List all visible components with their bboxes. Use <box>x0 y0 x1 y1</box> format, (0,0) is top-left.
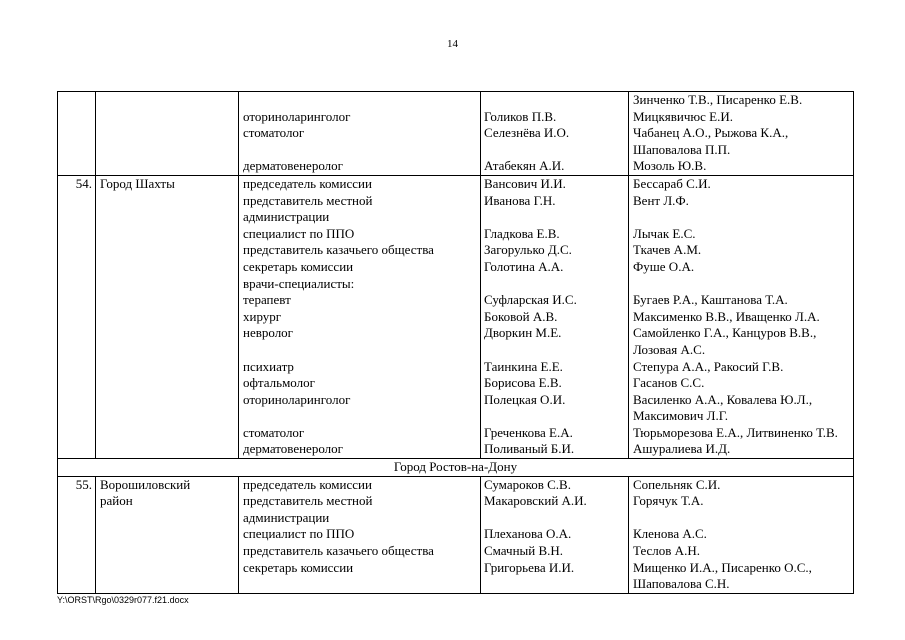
role-list-line: оториноларинголог <box>243 391 351 407</box>
role-list-line: терапевт <box>243 292 291 308</box>
reserve-list <box>629 175 854 458</box>
role-list-line: специалист по ППО <box>243 526 355 542</box>
role-list-line: председатель комиссии <box>243 476 372 492</box>
row-number <box>58 92 96 176</box>
reserve-list-line: Шаповалова С.Н. <box>633 576 730 592</box>
area-name-line: район <box>100 493 133 509</box>
member-list-line: Макаровский А.И. <box>484 493 587 509</box>
reserve-list-line: Горячук Т.А. <box>633 493 704 509</box>
reserve-list-line: Кленова А.С. <box>633 526 707 542</box>
member-list-line: Суфларская И.С. <box>484 292 577 308</box>
table-row <box>58 175 854 458</box>
member-list-line: Голиков П.В. <box>484 108 557 124</box>
role-list-line: невролог <box>243 325 294 341</box>
commission-table <box>57 91 854 594</box>
reserve-list-line: Мозоль Ю.В. <box>633 158 707 174</box>
role-list-line: дерматовенеролог <box>243 441 343 457</box>
member-list-line: Смачный В.Н. <box>484 543 564 559</box>
role-list-line: представитель местной <box>243 192 373 208</box>
reserve-list-line <box>633 510 853 527</box>
member-list-line: Таинкина Е.Е. <box>484 358 563 374</box>
member-list-line: Плеханова О.А. <box>484 526 572 542</box>
role-list <box>239 92 481 176</box>
member-list-line: Сумароков С.В. <box>484 476 571 492</box>
role-list-line: стоматолог <box>243 424 305 440</box>
member-list-line <box>484 408 628 425</box>
member-list-line: Загорулько Д.С. <box>484 242 572 258</box>
role-list-line <box>243 342 480 359</box>
member-list-line: Селезнёва И.О. <box>484 125 570 141</box>
table-row <box>58 476 854 593</box>
reserve-list-line: Максименко В.В., Иващенко Л.А. <box>633 308 820 324</box>
reserve-list-line: Мицкявичюс Е.И. <box>633 108 733 124</box>
role-list-line: представитель казачьего общества <box>243 242 434 258</box>
reserve-list-line: Максимович Л.Г. <box>633 408 729 424</box>
reserve-list-line: Зинченко Т.В., Писаренко Е.В. <box>633 92 803 107</box>
role-list-line <box>243 92 480 109</box>
reserve-list-line: Ашуралиева И.Д. <box>633 441 731 457</box>
role-list-line: офтальмолог <box>243 375 315 391</box>
role-list-line: хирург <box>243 308 282 324</box>
member-list-line <box>484 209 628 226</box>
member-list-line: Гладкова Е.В. <box>484 225 560 241</box>
reserve-list-line: Сопельняк С.И. <box>633 476 721 492</box>
role-list-line <box>243 408 480 425</box>
member-list <box>481 175 629 458</box>
role-list-line: секретарь комиссии <box>243 258 354 274</box>
member-list-line: Поливаный Б.И. <box>484 441 575 457</box>
reserve-list-line: Тюрьморезова Е.А., Литвиненко Т.В. <box>633 424 838 440</box>
table-row <box>58 92 854 176</box>
reserve-list <box>629 476 854 593</box>
row-number: 54. <box>58 175 96 458</box>
role-list <box>239 476 481 593</box>
role-list-line: стоматолог <box>243 125 305 141</box>
area-name <box>96 92 239 176</box>
member-list-line <box>484 142 628 159</box>
role-list-line: администрации <box>243 209 330 225</box>
role-list-line: представитель местной <box>243 493 373 509</box>
member-list-line: Дворкин М.Е. <box>484 325 562 341</box>
role-list-line: председатель комиссии <box>243 175 372 191</box>
member-list-line: Вансович И.И. <box>484 175 566 191</box>
member-list-line <box>484 576 628 593</box>
reserve-list-line: Мищенко И.А., Писаренко О.С., <box>633 559 812 575</box>
member-list-line: Атабекян А.И. <box>484 158 565 174</box>
reserve-list-line: Степура А.А., Ракосий Г.В. <box>633 358 784 374</box>
member-list-line: Борисова Е.В. <box>484 375 562 391</box>
role-list-line: специалист по ППО <box>243 225 355 241</box>
region-header-row <box>58 459 854 477</box>
reserve-list-line: Теслов А.Н. <box>633 543 700 559</box>
member-list-line: Боковой А.В. <box>484 308 558 324</box>
role-list-line <box>243 576 480 593</box>
role-list-line: врачи-специалисты: <box>243 275 355 291</box>
reserve-list-line: Гасанов С.С. <box>633 375 705 391</box>
member-list-line <box>484 510 628 527</box>
reserve-list-line: Вент Л.Ф. <box>633 192 689 208</box>
member-list-line: Полецкая О.И. <box>484 391 566 407</box>
reserve-list-line: Самойленко Г.А., Канцуров В.В., <box>633 325 817 341</box>
area-name <box>96 476 239 593</box>
role-list-line: представитель казачьего общества <box>243 543 434 559</box>
file-path-footer: Y:\ORST\Rgo\0329r077.f21.docx <box>57 595 189 605</box>
reserve-list-line: Лычак Е.С. <box>633 225 696 241</box>
member-list-line: Иванова Г.Н. <box>484 192 556 208</box>
role-list <box>239 175 481 458</box>
reserve-list-line: Василенко А.А., Ковалева Ю.Л., <box>633 391 813 407</box>
reserve-list-line: Бессараб С.И. <box>633 175 711 191</box>
reserve-list-line <box>633 209 853 226</box>
member-list <box>481 476 629 593</box>
reserve-list <box>629 92 854 176</box>
row-number: 55. <box>58 476 96 593</box>
role-list-line: психиатр <box>243 358 294 374</box>
page-number: 14 <box>447 38 458 50</box>
role-list-line: секретарь комиссии <box>243 559 354 575</box>
role-list-line: оториноларинголог <box>243 108 351 124</box>
role-list-line <box>243 142 480 159</box>
member-list-line: Греченкова Е.А. <box>484 424 573 440</box>
member-list-line: Голотина А.А. <box>484 258 564 274</box>
member-list <box>481 92 629 176</box>
area-name <box>96 175 239 458</box>
role-list-line: дерматовенеролог <box>243 158 343 174</box>
region-header: Город Ростов-на-Дону <box>58 459 854 477</box>
role-list-line: администрации <box>243 509 330 525</box>
reserve-list-line: Ткачев А.М. <box>633 242 702 258</box>
reserve-list-line: Чабанец А.О., Рыжова К.А., <box>633 125 789 141</box>
reserve-list-line: Шаповалова П.П. <box>633 141 731 157</box>
reserve-list-line: Фуше О.А. <box>633 258 695 274</box>
reserve-list-line: Лозовая А.С. <box>633 341 706 357</box>
reserve-list-line: Бугаев Р.А., Каштанова Т.А. <box>633 292 788 308</box>
reserve-list-line <box>633 276 853 293</box>
area-name-line: Город Шахты <box>100 175 175 191</box>
member-list-line: Григорьева И.И. <box>484 559 575 575</box>
member-list-line <box>484 342 628 359</box>
member-list-line <box>484 92 628 109</box>
area-name-line: Ворошиловский <box>100 476 191 492</box>
member-list-line <box>484 276 628 293</box>
